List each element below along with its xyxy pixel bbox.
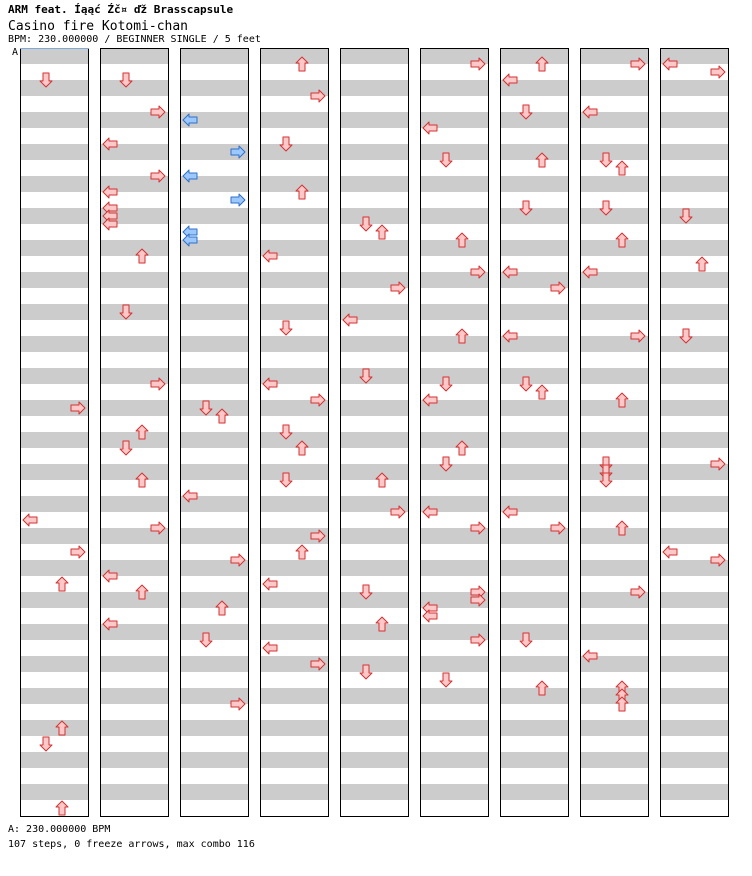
beat-stripe — [420, 208, 488, 224]
beat-stripe — [660, 592, 728, 608]
beat-stripe — [500, 752, 568, 768]
beat-stripe — [420, 304, 488, 320]
beat-stripe — [500, 720, 568, 736]
beat-stripe — [100, 656, 168, 672]
beat-stripe — [20, 208, 88, 224]
left-arrow-icon — [263, 642, 277, 654]
beat-stripe — [500, 560, 568, 576]
beat-stripe — [260, 496, 328, 512]
beat-stripe — [260, 784, 328, 800]
up-arrow-icon — [56, 577, 68, 591]
beat-stripe — [660, 528, 728, 544]
bpm-summary: A: 230.000000 BPM — [8, 824, 111, 835]
chart-info: BPM: 230.000000 / BEGINNER SINGLE / 5 feet — [8, 34, 261, 45]
beat-stripe — [180, 528, 248, 544]
beat-stripe — [660, 720, 728, 736]
right-arrow-icon — [711, 66, 725, 78]
beat-stripe — [420, 784, 488, 800]
beat-stripe — [340, 688, 408, 704]
beat-stripe — [260, 624, 328, 640]
beat-stripe — [580, 368, 648, 384]
up-arrow-icon — [536, 385, 548, 399]
beat-stripe — [580, 144, 648, 160]
beat-stripe — [500, 144, 568, 160]
beat-stripe — [660, 208, 728, 224]
beat-stripe — [500, 624, 568, 640]
beat-stripe — [420, 560, 488, 576]
beat-stripe — [180, 400, 248, 416]
bpm-marker: A — [12, 47, 19, 58]
beat-stripe — [660, 432, 728, 448]
up-arrow-icon — [376, 225, 388, 239]
beat-stripe — [100, 432, 168, 448]
beat-stripe — [500, 240, 568, 256]
beat-stripe — [420, 240, 488, 256]
beat-stripe — [580, 208, 648, 224]
beat-stripe — [100, 688, 168, 704]
beat-stripe — [340, 560, 408, 576]
beat-stripe — [660, 112, 728, 128]
beat-stripe — [260, 432, 328, 448]
beat-stripe — [420, 752, 488, 768]
song-title: Casino fire Kotomi-chan — [8, 19, 189, 34]
left-arrow-icon — [423, 610, 437, 622]
beat-stripe — [260, 336, 328, 352]
beat-stripe — [660, 272, 728, 288]
beat-stripe — [20, 496, 88, 512]
beat-stripe — [260, 48, 328, 64]
beat-stripe — [20, 304, 88, 320]
bpm-change-line — [20, 48, 89, 49]
beat-stripe — [580, 240, 648, 256]
beat-stripe — [180, 208, 248, 224]
right-arrow-icon — [71, 546, 85, 558]
beat-stripe — [340, 112, 408, 128]
beat-stripe — [420, 80, 488, 96]
beat-stripe — [20, 368, 88, 384]
beat-stripe — [580, 304, 648, 320]
beat-stripe — [340, 624, 408, 640]
beat-stripe — [20, 272, 88, 288]
beat-stripe — [100, 592, 168, 608]
beat-stripe — [580, 720, 648, 736]
beat-stripe — [420, 432, 488, 448]
beat-stripe — [100, 304, 168, 320]
beat-stripe — [580, 464, 648, 480]
beat-stripe — [340, 400, 408, 416]
beat-stripe — [20, 528, 88, 544]
beat-stripe — [20, 656, 88, 672]
beat-stripe — [580, 688, 648, 704]
beat-stripe — [260, 144, 328, 160]
beat-stripe — [20, 464, 88, 480]
beat-stripe — [660, 80, 728, 96]
beat-stripe — [20, 48, 88, 64]
beat-stripe — [420, 144, 488, 160]
beat-stripe — [660, 784, 728, 800]
beat-stripe — [500, 176, 568, 192]
beat-stripe — [180, 656, 248, 672]
beat-stripe — [340, 432, 408, 448]
beat-stripe — [340, 464, 408, 480]
beat-stripe — [500, 432, 568, 448]
beat-stripe — [100, 336, 168, 352]
right-arrow-icon — [231, 194, 245, 206]
beat-stripe — [100, 240, 168, 256]
up-arrow-icon — [616, 161, 628, 175]
beat-stripe — [580, 496, 648, 512]
beat-stripe — [20, 592, 88, 608]
beat-stripe — [340, 528, 408, 544]
beat-stripe — [580, 400, 648, 416]
beat-stripe — [100, 752, 168, 768]
beat-stripe — [180, 336, 248, 352]
beat-stripe — [20, 752, 88, 768]
beat-stripe — [20, 784, 88, 800]
beat-stripe — [20, 144, 88, 160]
beat-stripe — [180, 464, 248, 480]
beat-stripe — [660, 624, 728, 640]
beat-stripe — [340, 80, 408, 96]
beat-stripe — [660, 368, 728, 384]
beat-stripe — [260, 208, 328, 224]
beat-stripe — [500, 592, 568, 608]
beat-stripe — [180, 272, 248, 288]
beat-stripe — [20, 624, 88, 640]
beat-stripe — [20, 240, 88, 256]
beat-stripe — [500, 112, 568, 128]
beat-stripe — [340, 176, 408, 192]
beat-stripe — [260, 688, 328, 704]
beat-stripe — [260, 720, 328, 736]
beat-stripe — [500, 784, 568, 800]
beat-stripe — [180, 80, 248, 96]
beat-stripe — [100, 464, 168, 480]
beat-stripe — [20, 112, 88, 128]
beat-stripe — [260, 176, 328, 192]
left-arrow-icon — [663, 546, 677, 558]
down-arrow-icon — [280, 321, 292, 335]
beat-stripe — [660, 304, 728, 320]
beat-stripe — [100, 496, 168, 512]
chart-title: ARM feat. Íąąć Źč¤ ďž Brasscapsule — [8, 3, 234, 16]
up-arrow-icon — [56, 801, 68, 815]
beat-stripe — [100, 80, 168, 96]
down-arrow-icon — [440, 673, 452, 687]
beat-stripe — [260, 592, 328, 608]
beat-stripe — [660, 144, 728, 160]
beat-stripe — [660, 336, 728, 352]
beat-stripe — [340, 240, 408, 256]
beat-stripe — [340, 336, 408, 352]
beat-stripe — [260, 752, 328, 768]
beat-stripe — [340, 656, 408, 672]
up-arrow-icon — [296, 545, 308, 559]
beat-stripe — [500, 400, 568, 416]
beat-stripe — [660, 176, 728, 192]
beat-stripe — [180, 304, 248, 320]
beat-stripe — [100, 720, 168, 736]
beat-stripe — [180, 720, 248, 736]
step-summary: 107 steps, 0 freeze arrows, max combo 116 — [8, 839, 255, 850]
beat-stripe — [20, 688, 88, 704]
left-arrow-icon — [183, 226, 197, 238]
beat-stripe — [580, 560, 648, 576]
beat-stripe — [340, 144, 408, 160]
beat-stripe — [180, 624, 248, 640]
beat-stripe — [500, 208, 568, 224]
beat-stripe — [340, 368, 408, 384]
beat-stripe — [100, 48, 168, 64]
beat-stripe — [20, 176, 88, 192]
beat-stripe — [660, 240, 728, 256]
beat-stripe — [180, 752, 248, 768]
beat-stripe — [660, 688, 728, 704]
beat-stripe — [180, 784, 248, 800]
beat-stripe — [260, 272, 328, 288]
beat-stripe — [580, 784, 648, 800]
beat-stripe — [340, 784, 408, 800]
beat-stripe — [420, 656, 488, 672]
beat-stripe — [420, 368, 488, 384]
beat-stripe — [580, 528, 648, 544]
beat-stripe — [260, 560, 328, 576]
beat-stripe — [180, 592, 248, 608]
beat-stripe — [580, 624, 648, 640]
beat-stripe — [420, 176, 488, 192]
beat-stripe — [500, 304, 568, 320]
beat-stripe — [500, 368, 568, 384]
beat-stripe — [580, 176, 648, 192]
beat-stripe — [260, 112, 328, 128]
down-arrow-icon — [40, 737, 52, 751]
beat-stripe — [100, 400, 168, 416]
beat-stripe — [500, 688, 568, 704]
left-arrow-icon — [263, 578, 277, 590]
beat-stripe — [20, 720, 88, 736]
beat-stripe — [660, 400, 728, 416]
beat-stripe — [340, 720, 408, 736]
beat-stripe — [420, 720, 488, 736]
beat-stripe — [180, 432, 248, 448]
beat-stripe — [580, 80, 648, 96]
left-arrow-icon — [23, 514, 37, 526]
beat-stripe — [340, 752, 408, 768]
beat-stripe — [500, 464, 568, 480]
beat-stripe — [100, 272, 168, 288]
beat-stripe — [180, 368, 248, 384]
up-arrow-icon — [696, 257, 708, 271]
beat-stripe — [20, 560, 88, 576]
beat-stripe — [260, 464, 328, 480]
beat-stripe — [20, 80, 88, 96]
beat-stripe — [420, 688, 488, 704]
beat-stripe — [420, 336, 488, 352]
beat-stripe — [660, 752, 728, 768]
beat-stripe — [500, 48, 568, 64]
beat-stripe — [260, 304, 328, 320]
beat-stripe — [500, 656, 568, 672]
beat-stripe — [340, 592, 408, 608]
beat-stripe — [100, 784, 168, 800]
beat-stripe — [340, 48, 408, 64]
beat-stripe — [20, 336, 88, 352]
beat-stripe — [580, 432, 648, 448]
beat-stripe — [180, 48, 248, 64]
beat-stripe — [660, 656, 728, 672]
beat-stripe — [420, 464, 488, 480]
beat-stripe — [340, 208, 408, 224]
beat-stripe — [20, 432, 88, 448]
beat-stripe — [660, 496, 728, 512]
beat-stripe — [580, 752, 648, 768]
